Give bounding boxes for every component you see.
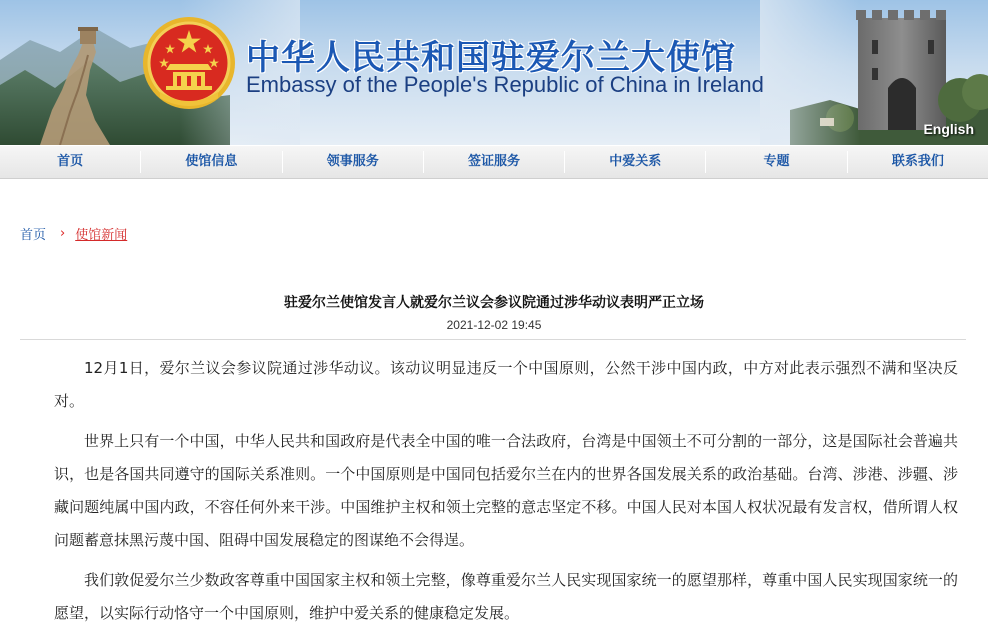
article-body [54, 352, 958, 637]
nav-item-topics[interactable]: 专题 [763, 154, 790, 169]
article-date: 2021-12-02 19:45 [446, 318, 542, 332]
header-banner [0, 0, 988, 145]
embassy-title-en: Embassy of the People's Republic of China in Ireland [246, 72, 764, 97]
article-paragraph: 我们敦促爱尔兰少数政客尊重中国国家主权和领土完整，像尊重爱尔兰人民实现国家统一的愿望那样，尊重中国人民实现国家统一的愿望，以实际行动恪守一个中国原则，维护中爱关系的健康稳定发展。 [54, 571, 958, 622]
nav-item-visa-services[interactable]: 签证服务 [467, 154, 520, 169]
main-nav [0, 145, 988, 179]
article-title: 驻爱尔兰使馆发言人就爱尔兰议会参议院通过涉华动议表明严正立场 [284, 295, 704, 311]
breadcrumb-home-link[interactable]: 首页 [20, 228, 47, 243]
nav-item-home[interactable]: 首页 [57, 154, 84, 169]
breadcrumb-embassy-news-link[interactable]: 使馆新闻 [75, 228, 128, 243]
nav-item-consular-services[interactable]: 领事服务 [326, 154, 379, 169]
article-paragraph: 世界上只有一个中国，中华人民共和国政府是代表全中国的唯一合法政府，台湾是中国领土不可分割的一部分，这是国际社会普遍共识，也是各国共同遵守的国际关系准则。一个中国原则是中国同包括爱尔兰在内的世界各国发展关系的政治基础。台湾、涉港、涉疆、涉藏问题纯属中国内政，不容任何外来干涉。中国维护主权和领土完整的意志坚定不移。中国人民对本国人权状况最有发言权，借所谓人权问题蓄意抹黑污蔑中国、阻碍中国发展稳定的图谋绝不会得逞。 [54, 432, 958, 549]
breadcrumb [20, 224, 127, 243]
national-emblem-icon [140, 14, 238, 112]
embassy-title-cn: 中华人民共和国驻爱尔兰大使馆 [246, 38, 736, 78]
nav-item-embassy-info[interactable]: 使馆信息 [185, 154, 238, 169]
nav-item-contact-us[interactable]: 联系我们 [891, 154, 944, 169]
article-paragraph: 12月1日，爱尔兰议会参议院通过涉华动议。该动议明显违反一个中国原则，公然干涉中国内政，中方对此表示强烈不满和坚决反对。 [54, 359, 958, 410]
english-language-link[interactable]: English [923, 121, 974, 137]
article-divider [20, 339, 966, 340]
nav-item-china-ireland-relations[interactable]: 中爱关系 [609, 154, 662, 169]
chevron-right-icon: › [60, 226, 66, 241]
